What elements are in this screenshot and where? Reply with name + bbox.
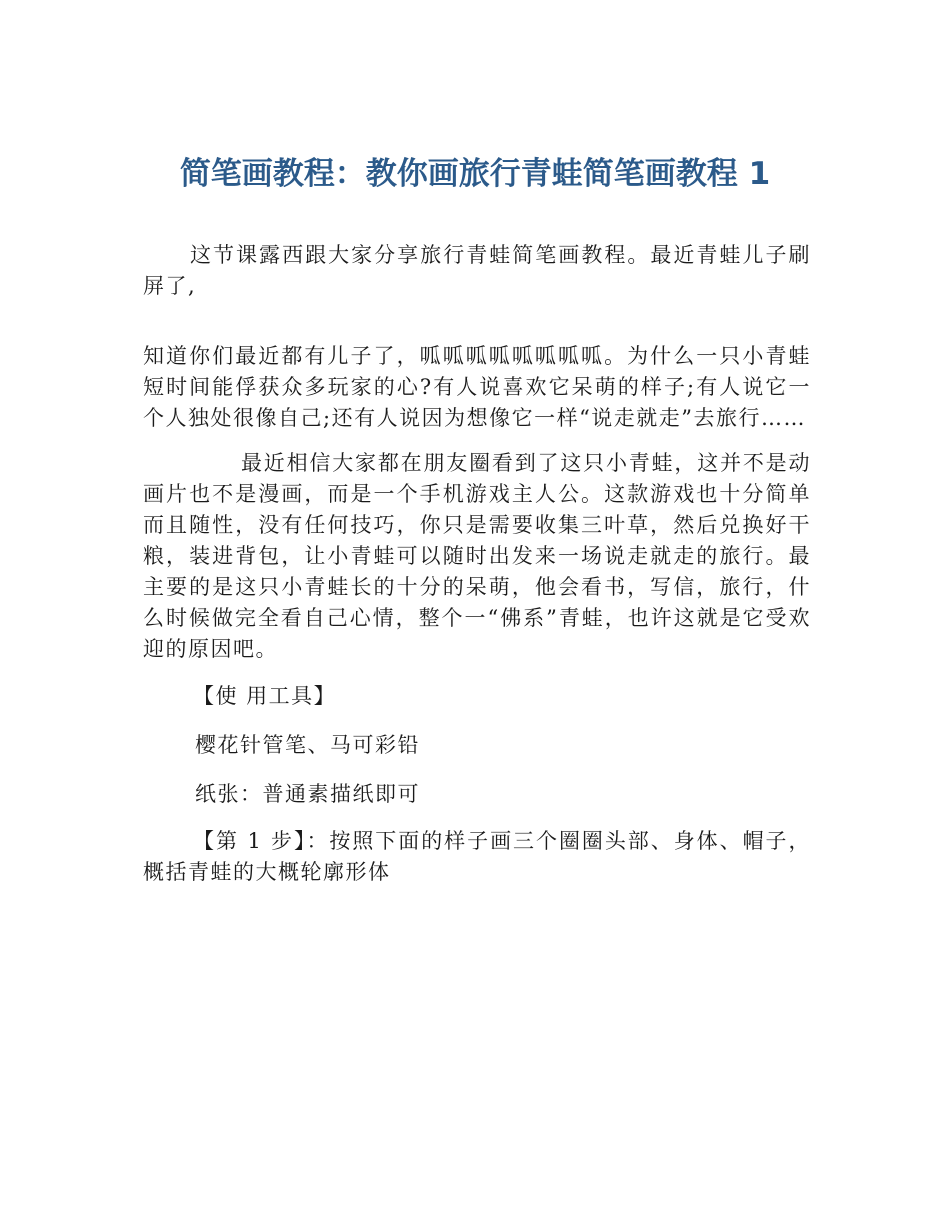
paragraph-tools-paper: 纸张：普通素描纸即可 — [195, 782, 420, 806]
paragraph-game-description: 最近相信大家都在朋友圈看到了这只小青蛙，这并不是动画片也不是漫画，而是一个手机游戏主人公。这款游戏也十分简单而且随性，没有任何技巧，你只是需要收集三叶草，然后兑换好干粮，装进背包，让小青蛙可以随时出发来一场说走就走的旅行。最主要的是这只小青蛙长的十分的呆萌，他会看书，写信，旅行，什么时候做完全看自己心情，整个一“佛系”青蛙，也许这就是它受欢迎的原因吧。 — [143, 451, 811, 661]
paragraph-step-1: 【第 1 步】：按照下面的样子画三个圈圈头部、身体、帽子，概括青蛙的大概轮廓形体 — [143, 829, 811, 884]
paragraph-intro: 这节课露西跟大家分享旅行青蛙简笔画教程。最近青蛙儿子刷屏了, — [143, 243, 811, 298]
document-body — [143, 240, 811, 888]
document-title: 简笔画教程：教你画旅行青蛙简笔画教程 1 — [179, 156, 771, 192]
paragraph-tools-pens: 樱花针管笔、马可彩铅 — [195, 733, 420, 757]
paragraph-tools-heading: 【使 用工具】 — [193, 684, 337, 708]
paragraph-question: 知道你们最近都有儿子了，呱呱呱呱呱呱呱呱。为什么一只小青蛙短时间能俘获众多玩家的心?有人说喜欢它呆萌的样子;有人说它一个人独处很像自己;还有人说因为想像它一样“说走就走”去旅行…… — [143, 344, 811, 430]
